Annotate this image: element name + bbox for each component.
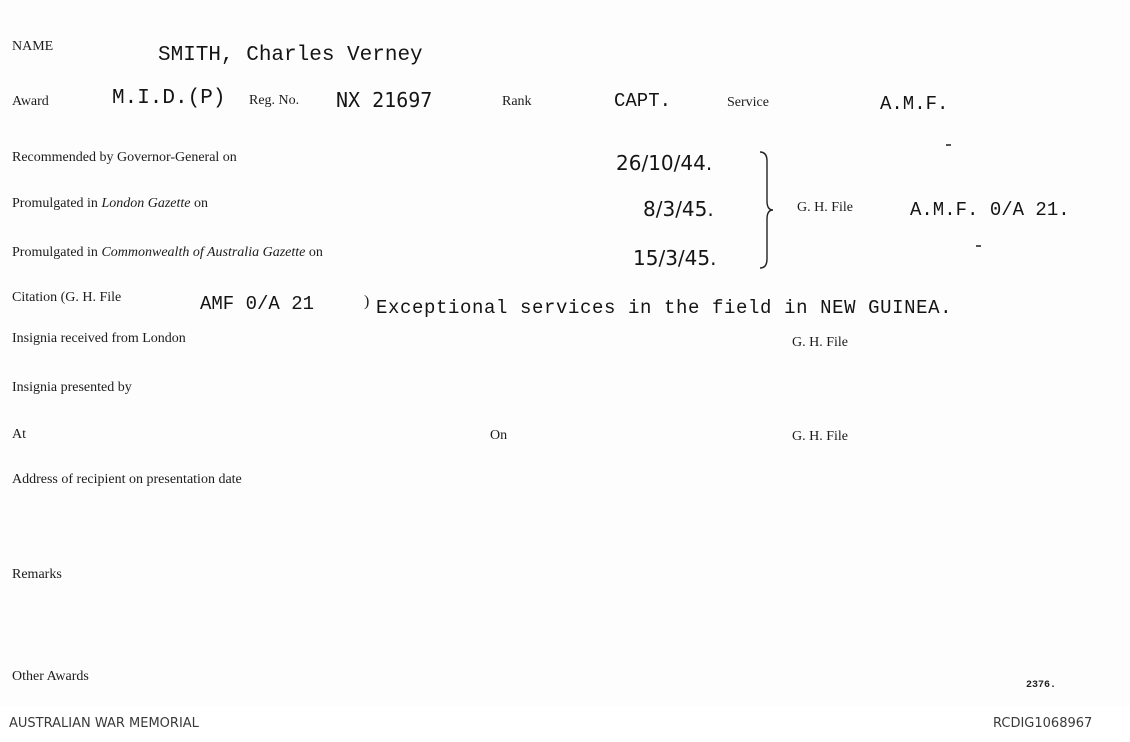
gazette-dates-brace: [757, 149, 779, 271]
citation-label: Citation (G. H. File: [12, 290, 122, 305]
footer-record-id: RCDIG1068967: [993, 716, 1093, 731]
commonwealth-gazette-date: 15/3/45.: [633, 246, 717, 270]
commonwealth-gazette-label: Promulgated in Commonwealth of Australia Gazette on: [12, 245, 323, 260]
name-label: NAME: [12, 39, 54, 54]
insignia-received-gh-label: G. H. File: [792, 335, 848, 350]
address-label: Address of recipient on presentation date: [12, 472, 242, 487]
gh-file-label: G. H. File: [797, 200, 853, 215]
recommended-label: Recommended by Governor-General on: [12, 150, 237, 165]
rank-value: CAPT.: [614, 90, 672, 112]
service-value: A.M.F.: [880, 93, 949, 115]
footer-source: AUSTRALIAN WAR MEMORIAL: [9, 716, 199, 731]
regno-label: Reg. No.: [249, 93, 300, 108]
citation-text: Exceptional services in the field in NEW GUINEA.: [376, 297, 953, 319]
other-awards-label: Other Awards: [12, 669, 89, 684]
remarks-label: Remarks: [12, 567, 62, 582]
award-label: Award: [12, 94, 49, 109]
london-gazette-label: Promulgated in London Gazette on: [12, 196, 208, 211]
award-value: M.I.D.(P): [112, 87, 226, 110]
citation-close: ): [364, 293, 370, 310]
recommended-date: 26/10/44.: [616, 151, 713, 175]
ink-mark: [976, 245, 981, 247]
at-gh-label: G. H. File: [792, 429, 848, 444]
at-label: At: [12, 427, 26, 442]
name-value: SMITH, Charles Verney: [158, 44, 423, 67]
rank-label: Rank: [502, 94, 532, 109]
insignia-presented-label: Insignia presented by: [12, 380, 132, 395]
gh-file-value: A.M.F. 0/A 21.: [910, 199, 1070, 221]
on-label: On: [490, 428, 508, 443]
london-gazette-date: 8/3/45.: [643, 197, 714, 221]
insignia-received-label: Insignia received from London: [12, 331, 186, 346]
service-label: Service: [727, 95, 769, 110]
serial-number: 2376.: [1026, 680, 1057, 691]
ink-mark: [946, 144, 951, 146]
regno-value: NX 21697: [336, 88, 433, 112]
footer-bar: [0, 706, 1130, 742]
citation-file: AMF 0/A 21: [200, 293, 315, 315]
